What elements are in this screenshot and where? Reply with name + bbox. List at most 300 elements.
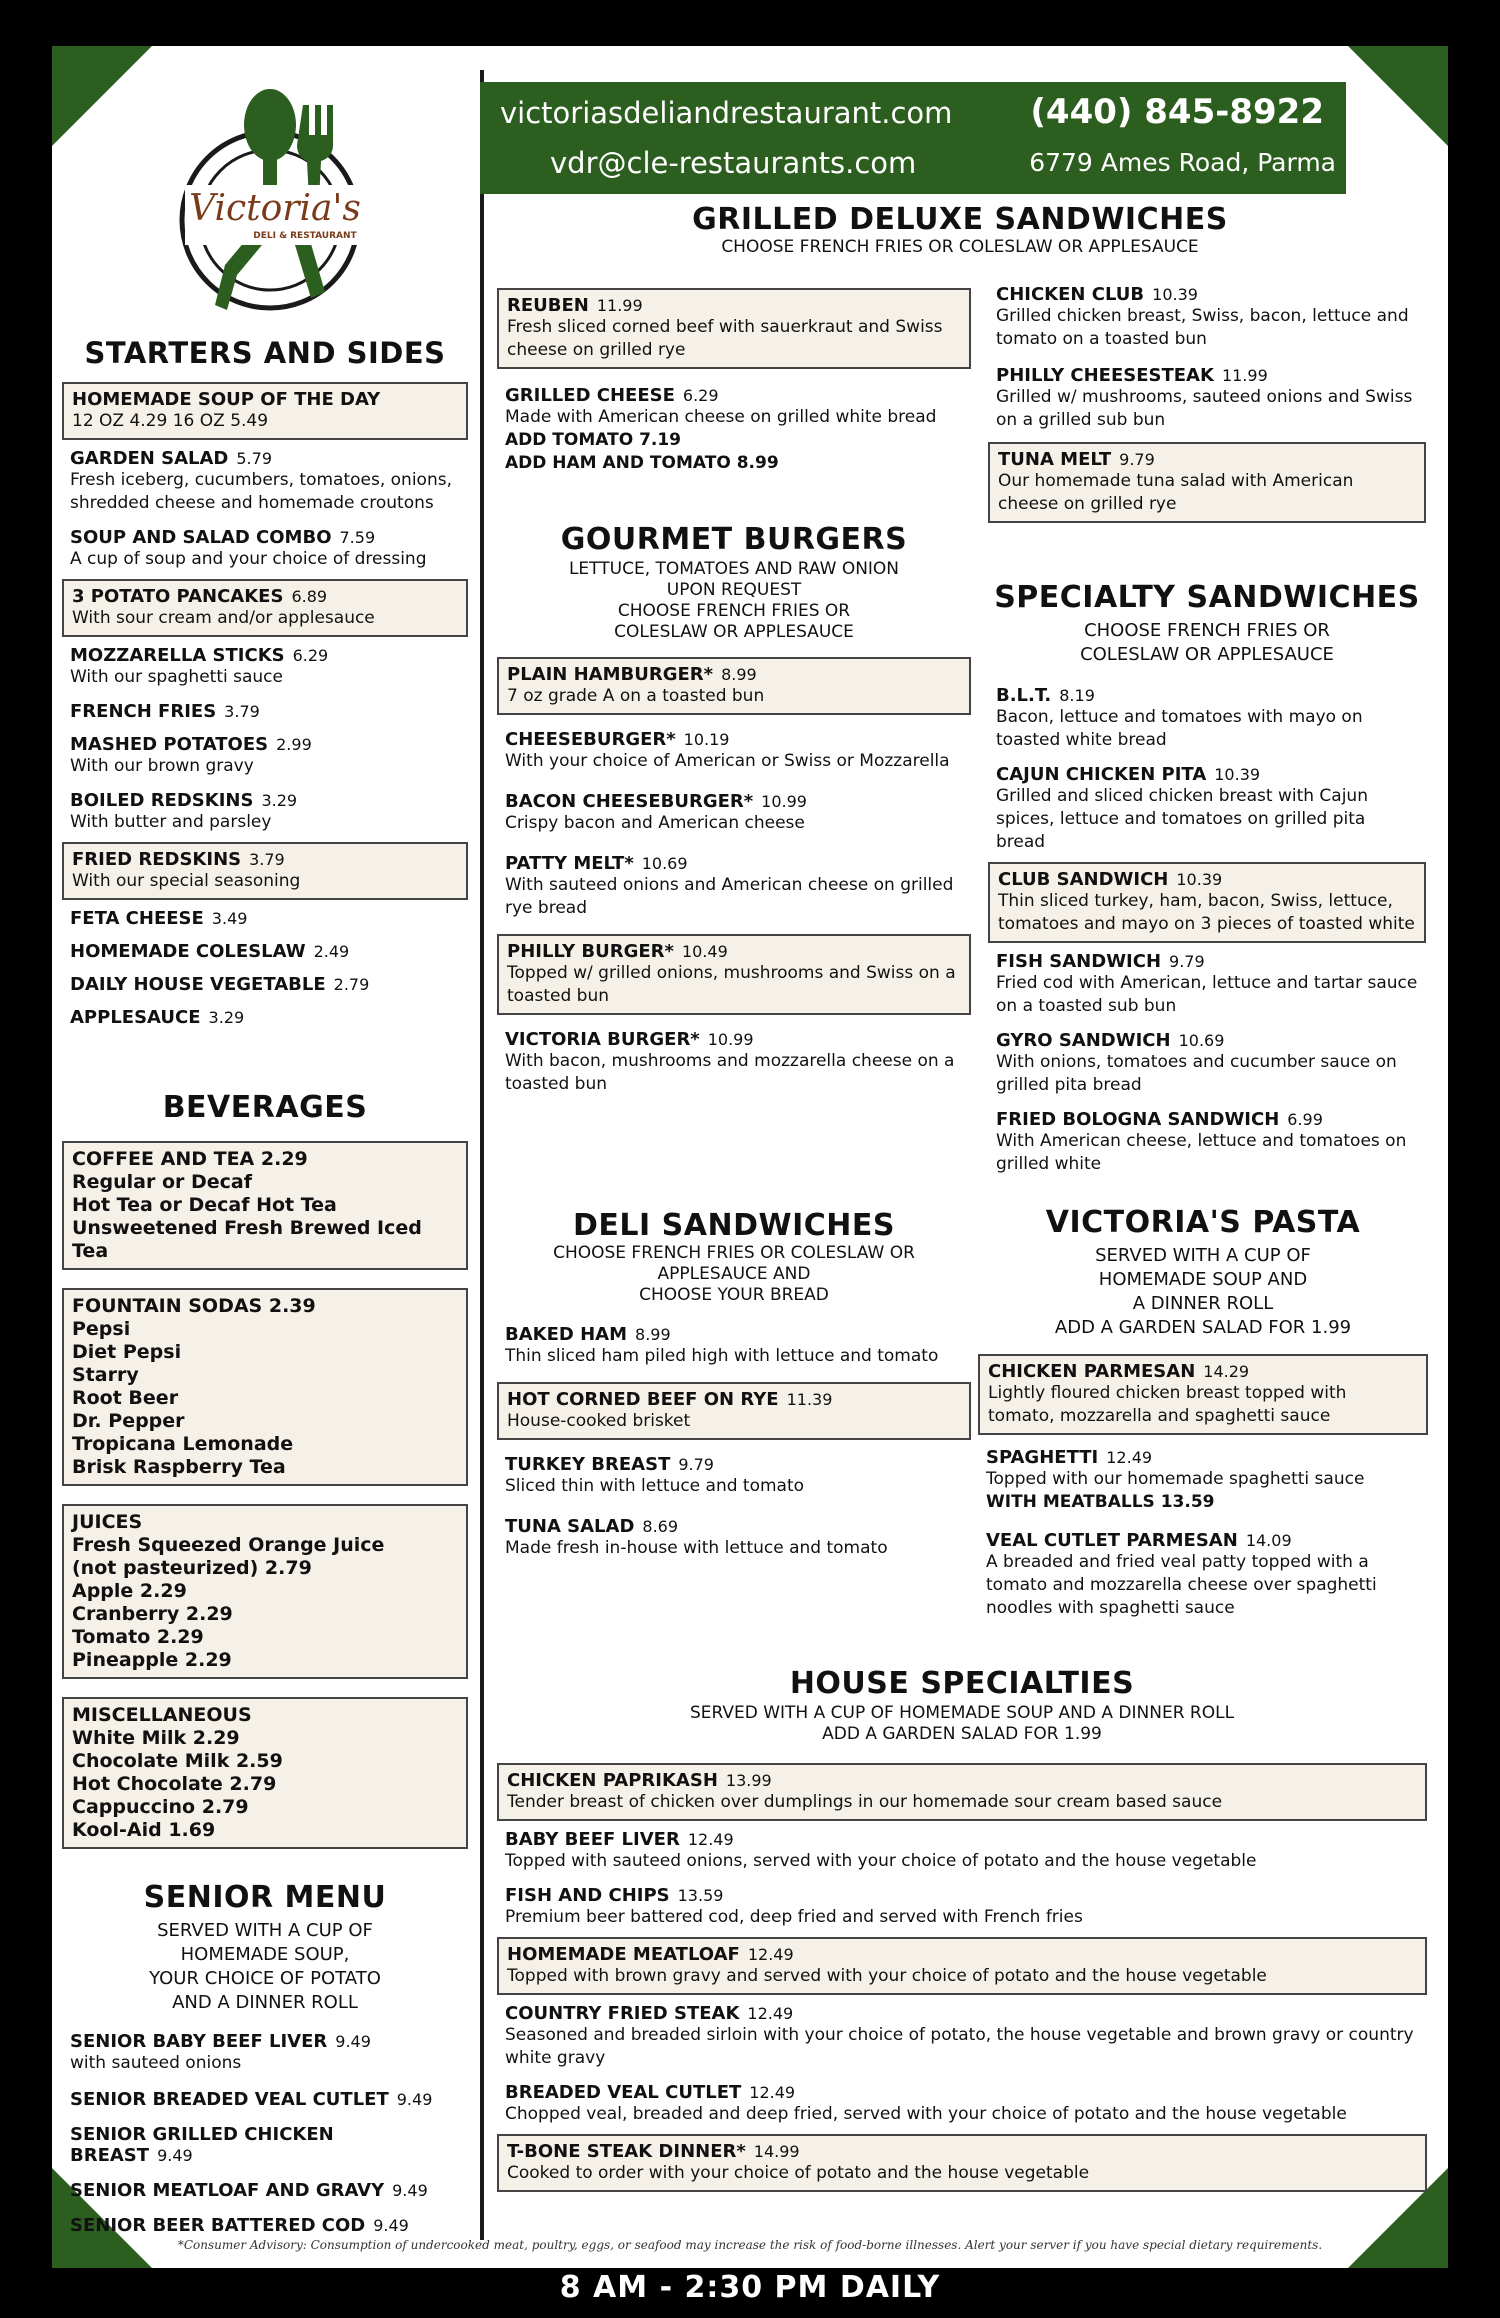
menu-item-price: 8.69 [642, 1517, 679, 1536]
menu-item-price: 10.69 [641, 854, 688, 873]
menu-item-description: With our spaghetti sauce [70, 667, 283, 687]
menu-item-header [988, 1361, 1418, 1382]
menu-item-name: TUNA MELT [998, 449, 1112, 470]
menu-item-price: 12.49 [747, 2004, 794, 2023]
beverage-line: Apple 2.29 [72, 1580, 187, 1602]
menu-item-price: 3.49 [211, 909, 248, 928]
menu-item [988, 947, 1426, 1022]
menu-item-name: PHILLY BURGER* [507, 941, 674, 962]
menu-item-price: 12.49 [1106, 1448, 1153, 1467]
menu-item-header [507, 941, 961, 962]
specialty-section [988, 580, 1426, 1184]
beverage-line: Pepsi [72, 1318, 131, 1340]
menu-item-price: 10.69 [1178, 1031, 1225, 1050]
menu-item-description: Made with American cheese on grilled white bread [505, 407, 937, 427]
menu-item-description: With your choice of American or Swiss or Mozzarella [505, 751, 950, 771]
beverage-line: Brisk Raspberry Tea [72, 1456, 286, 1478]
menu-item-description: With bacon, mushrooms and mozzarella cheese on a toasted bun [505, 1051, 955, 1094]
menu-item-description: A breaded and fried veal patty topped with a tomato and mozzarella cheese over spaghetti noodles with spaghetti sauce [986, 1552, 1377, 1618]
section-title: HOUSE SPECIALTIES [789, 1666, 1135, 1701]
beverage-line: Tropicana Lemonade [72, 1433, 294, 1455]
menu-item [62, 730, 468, 782]
menu-item [497, 1881, 1427, 1933]
menu-item-price: 3.79 [224, 702, 260, 721]
menu-item-name: CAJUN CHICKEN PITA [996, 764, 1207, 785]
menu-item-name: COUNTRY FRIED STEAK [505, 2003, 740, 2024]
beverage-line: Pineapple 2.29 [72, 1649, 232, 1671]
section-title: GOURMET BURGERS [560, 522, 908, 557]
menu-item-name: B.L.T. [996, 685, 1052, 706]
menu-item-price: 8.19 [1059, 686, 1095, 705]
menu-item-description: Thin sliced ham piled high with lettuce and tomato [505, 1346, 939, 1366]
menu-item-price: 3.79 [249, 850, 285, 869]
menu-item-description: Grilled chicken breast, Swiss, bacon, lettuce and tomato on a toasted bun [996, 306, 1409, 349]
menu-item-name: BOILED REDSKINS [70, 790, 254, 811]
menu-item-price: 13.99 [725, 1771, 772, 1790]
menu-item-description: Topped with sauteed onions, served with your choice of potato and the house vegetable [505, 1851, 1257, 1871]
menu-item-description: A cup of soup and your choice of dressing [70, 549, 427, 569]
menu-item [62, 2176, 468, 2205]
menu-item-price: 9.79 [1119, 450, 1155, 469]
menu-item-name: SENIOR BEER BATTERED COD [70, 2215, 366, 2236]
section-subtitle-line: SERVED WITH A CUP OF [1095, 1245, 1311, 1266]
menu-item-name: SOUP AND SALAD COMBO [70, 527, 332, 548]
menu-item-header [996, 764, 1418, 785]
grilled-right [988, 280, 1426, 529]
deli-section [497, 1208, 971, 1574]
grilled-header [495, 202, 1425, 258]
beverage-line: Starry [72, 1364, 139, 1386]
menu-item-header [505, 1454, 963, 1475]
menu-item [978, 1526, 1428, 1624]
menu-item-header [70, 790, 460, 811]
section-subtitle-line: AND A DINNER ROLL [172, 1992, 358, 2013]
menu-item [62, 382, 468, 440]
menu-item-description: Sliced thin with lettuce and tomato [505, 1476, 805, 1496]
menu-item-name: CHICKEN CLUB [996, 284, 1145, 305]
menu-item-price: 6.29 [682, 386, 719, 405]
menu-item-name: BABY BEEF LIVER [505, 1829, 680, 1850]
menu-item-header [70, 941, 460, 962]
svg-text:Victoria's: Victoria's [189, 188, 361, 229]
burgers-section [497, 522, 971, 1110]
menu-item-header [996, 284, 1418, 305]
menu-item-name: CHEESEBURGER* [505, 729, 676, 750]
menu-item-header [505, 1829, 1419, 1850]
menu-item-header [507, 664, 961, 685]
beverage-line: Root Beer [72, 1387, 179, 1409]
menu-item [988, 1026, 1426, 1101]
menu-item-name: SENIOR BREADED VEAL CUTLET [70, 2089, 389, 2110]
menu-item-name: CHICKEN PARMESAN [988, 1361, 1196, 1382]
menu-item [988, 280, 1426, 355]
menu-item-header [72, 586, 458, 607]
section-subtitle-line: COLESLAW OR APPLESAUCE [614, 622, 854, 642]
menu-item-price: 10.19 [683, 730, 730, 749]
section-subtitle-line: SERVED WITH A CUP OF [157, 1920, 373, 1941]
menu-item-price: 9.49 [392, 2181, 428, 2200]
house-section [497, 1666, 1427, 2196]
section-subtitle-line: APPLESAUCE AND [657, 1264, 811, 1284]
website-link[interactable]: victoriasdeliandrestaurant.com [500, 96, 953, 130]
menu-item-price: 9.79 [678, 1455, 714, 1474]
menu-item-name: SENIOR GRILLED CHICKEN BREAST [70, 2124, 334, 2166]
menu-item-header [70, 527, 460, 548]
grilled-left [497, 288, 971, 491]
menu-item-name: VICTORIA BURGER* [505, 1029, 700, 1050]
menu-item-price: 12.49 [687, 1830, 734, 1849]
beverage-line: Dr. Pepper [72, 1410, 185, 1432]
menu-item [62, 2027, 468, 2079]
section-subtitle-line: A DINNER ROLL [1132, 1293, 1274, 1314]
section-subtitle-line: SERVED WITH A CUP OF HOMEMADE SOUP AND A DINNER ROLL [689, 1703, 1235, 1723]
beverage-line: JUICES [72, 1511, 143, 1533]
menu-item-name: FRENCH FRIES [70, 701, 217, 722]
section-subtitle-line: HOMEMADE SOUP AND [1098, 1269, 1308, 1290]
menu-item-price: 2.49 [313, 942, 350, 961]
menu-item-description: Grilled w/ mushrooms, sauteed onions and Swiss on a grilled sub bun [996, 387, 1413, 430]
menu-item-name: FRIED REDSKINS [72, 849, 242, 870]
corner-decoration [52, 46, 152, 146]
menu-item [988, 760, 1426, 858]
pasta-section [978, 1205, 1428, 1632]
menu-item [988, 361, 1426, 436]
menu-item [497, 1999, 1427, 2074]
menu-item-name: CLUB SANDWICH [998, 869, 1169, 890]
menu-item-price: 6.29 [292, 646, 329, 665]
phone-number[interactable]: (440) 845-8922 [1030, 92, 1324, 132]
menu-item-header [996, 1030, 1418, 1051]
menu-item [497, 1450, 971, 1502]
menu-item-header [986, 1530, 1420, 1551]
section-title: DELI SANDWICHES [573, 1208, 895, 1243]
menu-item-name: FISH SANDWICH [996, 951, 1162, 972]
menu-item-header [70, 448, 460, 469]
menu-item [497, 1382, 971, 1440]
menu-item-description: With our brown gravy [70, 756, 254, 776]
section-subtitle-line: CHOOSE FRENCH FRIES OR [1084, 620, 1330, 641]
menu-item-description: With our special seasoning [72, 871, 301, 891]
menu-item-price: 14.99 [753, 2142, 800, 2161]
menu-item-name: HOMEMADE MEATLOAF [507, 1944, 740, 1965]
section-subtitle: CHOOSE FRENCH FRIES OR COLESLAW OR APPLESAUCE [721, 237, 1199, 257]
menu-item-description: 7 oz grade A on a toasted bun [507, 686, 765, 706]
menu-item-name: CHICKEN PAPRIKASH [507, 1770, 718, 1791]
column-divider [480, 70, 484, 2240]
menu-item-name: SPAGHETTI [986, 1447, 1099, 1468]
menu-item-name: TUNA SALAD [505, 1516, 635, 1537]
menu-item-name: REUBEN [507, 295, 589, 316]
menu-item-name: BACON CHEESEBURGER* [505, 791, 754, 812]
menu-item-price: 6.89 [291, 587, 328, 606]
menu-item-description: With American cheese, lettuce and tomatoes on grilled white [996, 1131, 1407, 1174]
menu-item-description: 12 OZ 4.29 16 OZ 5.49 [72, 411, 269, 431]
menu-item-header [70, 974, 460, 995]
beverage-group [62, 1288, 468, 1486]
menu-item-description: Tender breast of chicken over dumplings in our homemade sour cream based sauce [507, 1792, 1223, 1812]
menu-item [497, 849, 971, 924]
section-subtitle-line: LETTUCE, TOMATOES AND RAW ONION [568, 559, 900, 579]
menu-item-header [70, 2089, 460, 2110]
email-link[interactable]: vdr@cle-restaurants.com [550, 146, 917, 180]
menu-item-price: 12.49 [749, 2083, 796, 2102]
menu-item-name: SENIOR MEATLOAF AND GRAVY [70, 2180, 385, 2201]
menu-item-price: 14.09 [1245, 1531, 1292, 1550]
menu-item-price: 9.49 [396, 2090, 433, 2109]
menu-item-price: 10.99 [761, 792, 807, 811]
menu-item-description: Grilled and sliced chicken breast with Cajun spices, lettuce and tomatoes on grilled pita bread [996, 786, 1368, 852]
menu-item-description: Bacon, lettuce and tomatoes with mayo on toasted white bread [996, 707, 1363, 750]
section-title: SENIOR MENU [143, 1880, 387, 1915]
contact-bar [480, 82, 1346, 194]
svg-text:DELI & RESTAURANT: DELI & RESTAURANT [253, 231, 357, 241]
menu-item [978, 1354, 1428, 1435]
menu-item-description: Chopped veal, breaded and deep fried, served with your choice of potato and the house vegetable [505, 2104, 1347, 2124]
menu-item-name: GRILLED CHEESE [505, 385, 675, 406]
section-subtitle-line: ADD A GARDEN SALAD FOR 1.99 [1054, 1317, 1352, 1338]
business-hours: 8 AM - 2:30 PM DAILY [559, 2270, 941, 2305]
menu-item [988, 1105, 1426, 1180]
menu-item-description: Fried cod with American, lettuce and tartar sauce on a toasted sub bun [996, 973, 1418, 1016]
menu-item-header [505, 385, 963, 406]
menu-item-header [996, 1109, 1418, 1130]
beverage-line: Regular or Decaf [72, 1171, 253, 1193]
menu-item-price: 10.99 [707, 1030, 754, 1049]
menu-item-description: Topped with brown gravy and served with your choice of potato and the house vegetable [507, 1966, 1267, 1986]
menu-item-header [505, 1885, 1419, 1906]
menu-item [62, 2120, 468, 2170]
menu-item-name: BREADED VEAL CUTLET [505, 2082, 742, 2103]
menu-item-header [996, 365, 1418, 386]
menu-item-name: MASHED POTATOES [70, 734, 269, 755]
beverage-line: Hot Chocolate 2.79 [72, 1773, 277, 1795]
menu-item-name: GYRO SANDWICH [996, 1030, 1171, 1051]
section-subtitle-line: HOMEMADE SOUP, [180, 1944, 350, 1965]
menu-item-name: 3 POTATO PANCAKES [72, 586, 284, 607]
beverage-line: Chocolate Milk 2.59 [72, 1750, 283, 1772]
menu-item-description: With butter and parsley [70, 812, 272, 832]
beverage-group [62, 1697, 468, 1849]
menu-item-header [507, 1389, 961, 1410]
menu-item-name: PHILLY CHEESESTEAK [996, 365, 1214, 386]
menu-item-price: 9.49 [335, 2032, 371, 2051]
menu-item [497, 381, 971, 479]
menu-item-name: MOZZARELLA STICKS [70, 645, 285, 666]
menu-item-description: Our homemade tuna salad with American cheese on grilled rye [998, 471, 1354, 514]
beverage-line: Hot Tea or Decaf Hot Tea [72, 1194, 337, 1216]
menu-item-header [70, 734, 460, 755]
menu-item-description: Premium beer battered cod, deep fried and served with French fries [505, 1907, 1083, 1927]
menu-item-addon: WITH MEATBALLS 13.59 [986, 1492, 1215, 1512]
menu-item-price: 10.49 [681, 942, 728, 961]
senior-section [62, 1880, 468, 2246]
beverage-line: MISCELLANEOUS [72, 1704, 252, 1726]
menu-item [62, 2211, 468, 2240]
section-subtitle-line: CHOOSE FRENCH FRIES OR COLESLAW OR [553, 1243, 915, 1263]
menu-item-name: BAKED HAM [505, 1324, 628, 1345]
menu-item [978, 1443, 1428, 1518]
menu-item-name: FISH AND CHIPS [505, 1885, 670, 1906]
menu-item-description: Topped with our homemade spaghetti sauce [986, 1469, 1365, 1489]
menu-item-price: 9.49 [373, 2216, 409, 2235]
menu-item-header [507, 2141, 1417, 2162]
menu-item-name: SENIOR BABY BEEF LIVER [70, 2031, 328, 2052]
beverage-line: Diet Pepsi [72, 1341, 182, 1363]
menu-item-price: 11.39 [786, 1390, 833, 1409]
menu-item-description: Thin sliced turkey, ham, bacon, Swiss, lettuce, tomatoes and mayo on 3 pieces of toasted white [998, 891, 1415, 934]
menu-item-price: 10.39 [1214, 765, 1261, 784]
menu-item-description: With onions, tomatoes and cucumber sauce on grilled pita bread [996, 1052, 1397, 1095]
menu-item-price: 3.29 [261, 791, 298, 810]
section-title: STARTERS AND SIDES [84, 336, 446, 370]
menu-item-description: Topped w/ grilled onions, mushrooms and Swiss on a toasted bun [507, 963, 956, 1006]
section-title: BEVERAGES [162, 1090, 368, 1125]
menu-item-name: GARDEN SALAD [70, 448, 229, 469]
section-title: VICTORIA'S PASTA [1045, 1205, 1361, 1240]
menu-item-price: 2.79 [333, 975, 370, 994]
menu-item-price: 8.99 [635, 1325, 671, 1344]
menu-item-price: 10.39 [1152, 285, 1198, 304]
menu-item-header [505, 1324, 963, 1345]
menu-item-header [986, 1447, 1420, 1468]
beverage-line: (not pasteurized) 2.79 [72, 1557, 312, 1579]
menu-item-price: 11.99 [1221, 366, 1268, 385]
beverage-group [62, 1141, 468, 1270]
menu-item [497, 2134, 1427, 2192]
menu-item-description: Cooked to order with your choice of potato and the house vegetable [507, 2163, 1090, 2183]
menu-item-header [998, 449, 1416, 470]
menu-item [497, 787, 971, 839]
menu-item-price: 9.79 [1169, 952, 1205, 971]
menu-item-header [70, 701, 460, 722]
menu-item-name: PLAIN HAMBURGER* [507, 664, 714, 685]
section-title: GRILLED DELUXE SANDWICHES [692, 202, 1228, 237]
menu-item [988, 862, 1426, 943]
starters-section [62, 336, 468, 1036]
menu-item-price: 6.99 [1287, 1110, 1323, 1129]
menu-item [497, 2078, 1427, 2130]
menu-item-price: 13.59 [677, 1886, 724, 1905]
menu-item-description: Crispy bacon and American cheese [505, 813, 805, 833]
menu-item [497, 1763, 1427, 1821]
menu-item-description: With sauteed onions and American cheese on grilled rye bread [505, 875, 954, 918]
menu-item-header [70, 1007, 460, 1028]
menu-item [62, 970, 468, 999]
beverage-line: Kool-Aid 1.69 [72, 1819, 216, 1841]
menu-item-price: 9.49 [157, 2146, 193, 2165]
menu-item [62, 579, 468, 637]
beverage-line: COFFEE AND TEA 2.29 [72, 1148, 308, 1170]
menu-item-description: House-cooked brisket [507, 1411, 691, 1431]
menu-item [497, 1320, 971, 1372]
menu-item-header [505, 853, 963, 874]
section-subtitle-line: CHOOSE FRENCH FRIES OR [617, 601, 851, 621]
menu-item [62, 904, 468, 933]
menu-item-name: FRIED BOLOGNA SANDWICH [996, 1109, 1280, 1130]
restaurant-logo [175, 80, 375, 330]
beverage-line: Cappuccino 2.79 [72, 1796, 249, 1818]
menu-item-name: FETA CHEESE [70, 908, 204, 929]
menu-item [62, 786, 468, 838]
menu-item-header [72, 389, 458, 410]
menu-item-header [70, 908, 460, 929]
beverage-line: White Milk 2.29 [72, 1727, 240, 1749]
menu-item [62, 444, 468, 519]
menu-item-name: APPLESAUCE [70, 1007, 201, 1028]
beverages-section [62, 1090, 468, 1867]
menu-item-header [70, 2180, 460, 2201]
beverage-line: Tomato 2.29 [72, 1626, 204, 1648]
beverage-line: Unsweetened Fresh Brewed Iced Tea [72, 1217, 422, 1262]
menu-item-header [70, 645, 460, 666]
menu-item-description: With sour cream and/or applesauce [72, 608, 375, 628]
menu-item-price: 12.49 [747, 1945, 794, 1964]
menu-item-header [507, 295, 961, 316]
beverage-group [62, 1504, 468, 1679]
section-subtitle-line: UPON REQUEST [666, 580, 802, 600]
menu-item-name: T-BONE STEAK DINNER* [507, 2141, 746, 2162]
address: 6779 Ames Road, Parma [1029, 148, 1336, 177]
menu-item-description: Lightly floured chicken breast topped with tomato, mozzarella and spaghetti sauce [988, 1383, 1347, 1426]
menu-item-header [70, 2124, 460, 2166]
menu-item [497, 725, 971, 777]
menu-item-name: VEAL CUTLET PARMESAN [986, 1530, 1238, 1551]
menu-item-header [72, 849, 458, 870]
menu-item-name: HOT CORNED BEEF ON RYE [507, 1389, 779, 1410]
menu-item [497, 1512, 971, 1564]
menu-item-name: PATTY MELT* [505, 853, 634, 874]
menu-item-price: 14.29 [1203, 1362, 1250, 1381]
menu-item-header [505, 2003, 1419, 2024]
menu-item [497, 1825, 1427, 1877]
section-subtitle-line: CHOOSE YOUR BREAD [639, 1285, 829, 1305]
menu-item-addon: ADD HAM AND TOMATO 8.99 [505, 453, 779, 473]
menu-item [62, 842, 468, 900]
menu-item-price: 3.29 [208, 1008, 245, 1027]
menu-item-description: Seasoned and breaded sirloin with your choice of potato, the house vegetable and brown gravy or country white gravy [505, 2025, 1414, 2068]
menu-item-header [505, 2082, 1419, 2103]
menu-item-description: Fresh iceberg, cucumbers, tomatoes, onions, shredded cheese and homemade croutons [70, 470, 452, 513]
menu-item-header [996, 685, 1418, 706]
menu-item [988, 442, 1426, 523]
menu-item-price: 10.39 [1176, 870, 1223, 889]
beverage-line: FOUNTAIN SODAS 2.39 [72, 1295, 316, 1317]
section-subtitle-line: ADD A GARDEN SALAD FOR 1.99 [822, 1724, 1102, 1744]
menu-item-price: 2.99 [276, 735, 312, 754]
menu-item-addon: ADD TOMATO 7.19 [505, 430, 682, 450]
menu-item-price: 5.79 [236, 449, 272, 468]
menu-item-header [505, 791, 963, 812]
menu-item-header [505, 729, 963, 750]
menu-item [497, 288, 971, 369]
menu-item [497, 934, 971, 1015]
menu-item [62, 697, 468, 726]
menu-item-header [505, 1516, 963, 1537]
menu-item-name: DAILY HOUSE VEGETABLE [70, 974, 326, 995]
menu-item [62, 641, 468, 693]
menu-item-header [996, 951, 1418, 972]
beverage-line: Cranberry 2.29 [72, 1603, 233, 1625]
menu-item-header [507, 1944, 1417, 1965]
section-subtitle-line: COLESLAW OR APPLESAUCE [1080, 644, 1334, 665]
menu-item [62, 2085, 468, 2114]
section-subtitle-line: YOUR CHOICE OF POTATO [149, 1968, 381, 1989]
menu-item [62, 937, 468, 966]
consumer-advisory: *Consumer Advisory: Consumption of undercooked meat, poultry, eggs, or seafood may increase the risk of food-borne illnesses. Alert your server if you have special dietary requirements. [177, 2238, 1323, 2252]
menu-item-header [70, 2031, 460, 2052]
menu-item-header [70, 2215, 460, 2236]
beverage-line: Fresh Squeezed Orange Juice [72, 1534, 385, 1556]
